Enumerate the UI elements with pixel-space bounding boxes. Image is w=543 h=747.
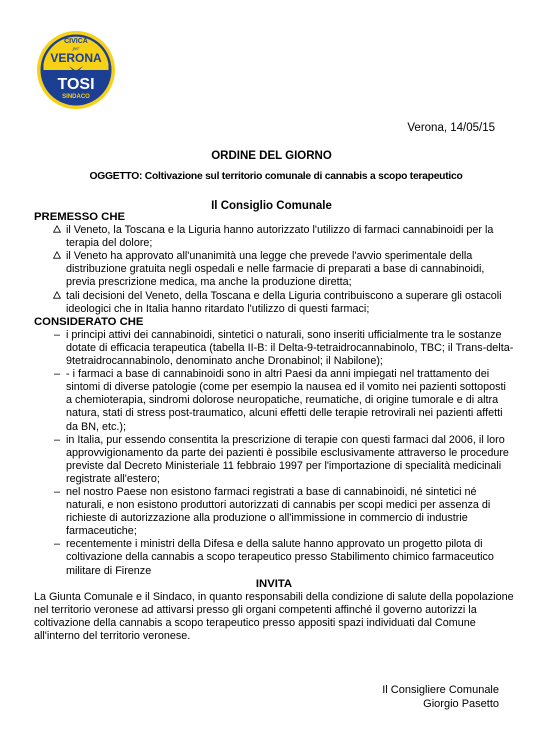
civica-verona-tosi-logo bbox=[36, 30, 116, 110]
signature-name: Giorgio Pasetto bbox=[423, 698, 499, 710]
svg-text:VERONA: VERONA bbox=[50, 51, 102, 65]
list-item: – nel nostro Paese non esistono farmaci registrati a base di cannabinoidi, né sintetici né naturali, e non esistono produttori autorizzati di cannabis per scopi medici per assenza di richieste di autorizzazione alla produzione o all'immissione in commercio di industrie farmaceutiche; bbox=[53, 485, 491, 538]
list-item: – in Italia, pur essendo consentita la prescrizione di terapie con questi farmaci dal 2006, il loro approvvigionamento da parte dei pazienti è possibile esclusivamente attraverso le procedure previste dal Decreto Ministeriale 11 febbraio 1997 per l'importazione di specialità medicinali registrate all'estero; bbox=[53, 433, 509, 485]
dash-icon: – bbox=[53, 368, 60, 381]
list-item: tali decisioni del Veneto, della Toscana e della Liguria contribuiscono a superare gli ostacoli ideologici che in Italia hanno ritardato l'utilizzo di questi farmaci; bbox=[34, 290, 514, 316]
premesso-list bbox=[34, 224, 514, 316]
list-item: – - i farmaci a base di cannabinoidi sono in altri Paesi da anni impiegati nel trattamento dei sintomi di diverse patologie (come per esempio la nausea ed il vomito nei pazienti sottoposti a chemioterapia, sindromi dolorose neuropatiche, reumatiche, di origine tumorale e di altra natura, stati di stress post-traumatico, alcuni effetti delle terapie retrovirali nei pazienti affetti da BN, etc.); bbox=[53, 368, 506, 433]
list-item: il Veneto ha approvato all'unanimità una legge che prevede l'avvio sperimentale della distribuzione gratuita negli ospedali e nelle farmacie di preparati a base di cannabinoidi, previa prescrizione medica, ma anche la produzione diretta; bbox=[34, 250, 514, 289]
triangle-icon bbox=[52, 224, 62, 237]
list-item: – i principi attivi dei cannabinoidi, sintetici o naturali, sono inseriti ufficialmente tra le sostanze dotate di efficacia terapeutica (tabella II-B: il Delta-9-tetraidrocannabinolo, TBC; il Trans-delta-9tetraidrocannabinolo, denominato anche Dronabinol; il Nabilone); bbox=[53, 328, 514, 368]
signature-role: Il Consigliere Comunale bbox=[382, 684, 499, 696]
triangle-icon bbox=[52, 290, 62, 303]
document-body bbox=[34, 211, 514, 643]
dash-icon: – bbox=[53, 485, 60, 498]
dash-icon: – bbox=[53, 328, 60, 341]
dash-icon: – bbox=[53, 433, 60, 446]
invita-text: La Giunta Comunale e il Sindaco, in quanto responsabili della condizione di salute della popolazione nel territorio veronese ad attivarsi presso gli organi competenti affinché il governo autorizzi la coltivazione della cannabis a scopo terapeutico presso appositi spazi individuati dal Comune all'interno del territorio veronese. bbox=[34, 590, 514, 642]
document-title: ORDINE DEL GIORNO bbox=[211, 150, 332, 162]
list-item: – recentemente i ministri della Difesa e della salute hanno approvato un progetto pilota di coltivazione della cannabis a scopo terapeutico presso Stabilimento chimico farmaceutico militare di Firenze bbox=[53, 538, 494, 577]
dash-icon: – bbox=[53, 538, 60, 551]
council-heading: Il Consiglio Comunale bbox=[211, 200, 332, 212]
signature-block bbox=[382, 683, 499, 711]
svg-text:CIVICA: CIVICA bbox=[64, 38, 88, 45]
considerato-heading: CONSIDERATO CHE bbox=[34, 315, 144, 328]
svg-text:SINDACO: SINDACO bbox=[62, 94, 90, 100]
invita-heading: INVITA bbox=[255, 577, 293, 590]
list-item: il Veneto, la Toscana e la Liguria hanno autorizzato l'utilizzo di farmaci cannabinoidi per la terapia del dolore; bbox=[34, 224, 514, 250]
svg-text:TOSI: TOSI bbox=[57, 76, 95, 93]
considerato-list bbox=[34, 329, 514, 578]
premesso-heading: PREMESSO CHE bbox=[34, 211, 126, 223]
triangle-icon bbox=[52, 250, 62, 263]
document-subject: OGGETTO: Coltivazione sul territorio comunale di cannabis a scopo terapeutico bbox=[89, 171, 463, 182]
document-date: Verona, 14/05/15 bbox=[407, 122, 495, 134]
svg-text:per: per bbox=[72, 47, 80, 52]
